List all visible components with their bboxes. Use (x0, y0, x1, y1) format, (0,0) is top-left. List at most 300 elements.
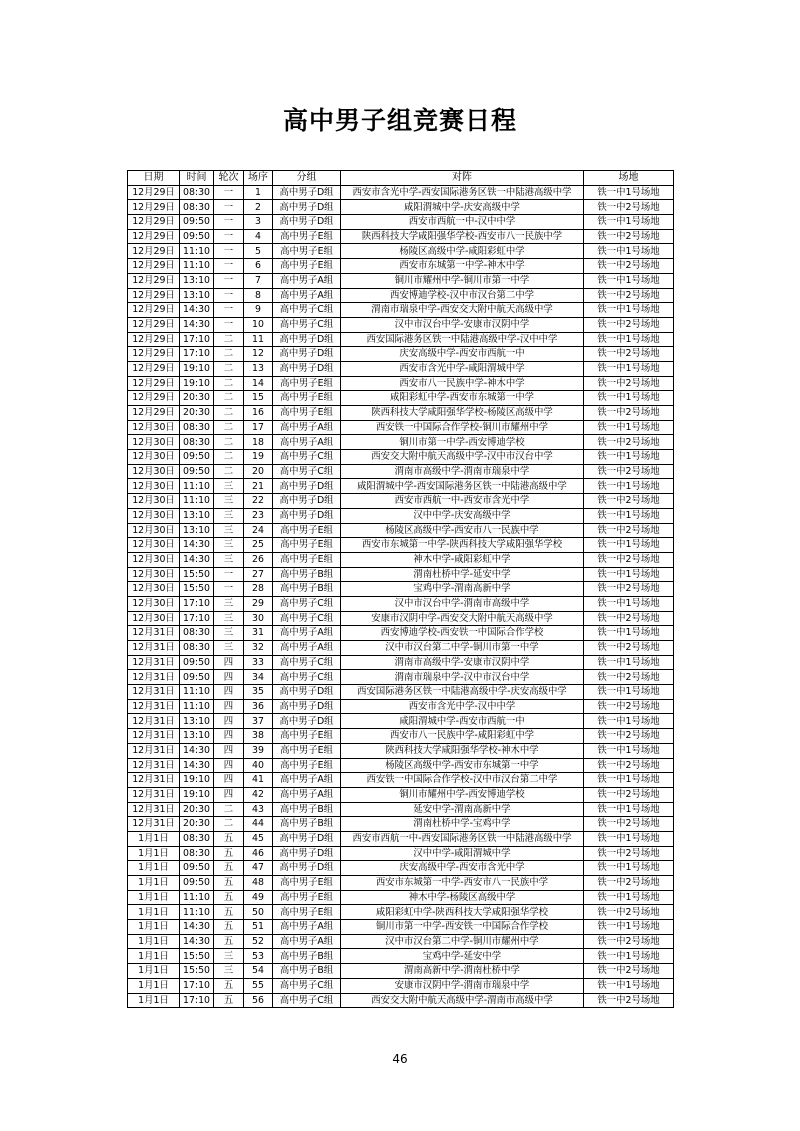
table-row (128, 332, 674, 347)
table-row (128, 538, 674, 553)
group-cell: 高中男子C组 (273, 611, 341, 626)
time-cell: 08:30 (180, 185, 214, 200)
round-cell: 三 (214, 523, 244, 538)
venue-cell: 铁一中2号场地 (584, 347, 674, 362)
matchup-cell: 汉中市汉台第二中学-铜川市第一中学 (341, 641, 584, 656)
match-number-cell: 44 (244, 817, 273, 832)
venue-cell: 铁一中2号场地 (584, 876, 674, 891)
match-number-cell: 52 (244, 934, 273, 949)
time-cell: 17:10 (180, 993, 214, 1008)
group-cell: 高中男子E组 (273, 890, 341, 905)
date-cell: 12月29日 (128, 317, 180, 332)
table-row (128, 479, 674, 494)
match-number-cell: 7 (244, 273, 273, 288)
round-cell: 二 (214, 406, 244, 421)
matchup-cell: 庆安高级中学-西安市含光中学 (341, 861, 584, 876)
column-header-match-number: 场序 (244, 171, 273, 186)
round-cell: 四 (214, 758, 244, 773)
schedule-table (127, 170, 674, 1008)
date-cell: 12月31日 (128, 655, 180, 670)
time-cell: 19:10 (180, 787, 214, 802)
group-cell: 高中男子E组 (273, 391, 341, 406)
date-cell: 12月29日 (128, 229, 180, 244)
venue-cell: 铁一中2号场地 (584, 523, 674, 538)
match-number-cell: 50 (244, 905, 273, 920)
matchup-cell: 咸阳渭城中学-庆安高级中学 (341, 200, 584, 215)
time-cell: 14:30 (180, 920, 214, 935)
round-cell: 五 (214, 978, 244, 993)
venue-cell: 铁一中1号场地 (584, 538, 674, 553)
time-cell: 15:50 (180, 567, 214, 582)
match-number-cell: 54 (244, 964, 273, 979)
group-cell: 高中男子E组 (273, 229, 341, 244)
group-cell: 高中男子C组 (273, 317, 341, 332)
date-cell: 12月29日 (128, 215, 180, 230)
matchup-cell: 西安市含光中学-汉中中学 (341, 699, 584, 714)
venue-cell: 铁一中1号场地 (584, 685, 674, 700)
date-cell: 12月31日 (128, 773, 180, 788)
group-cell: 高中男子E组 (273, 876, 341, 891)
table-row (128, 920, 674, 935)
date-cell: 12月30日 (128, 420, 180, 435)
round-cell: 四 (214, 773, 244, 788)
time-cell: 20:30 (180, 391, 214, 406)
time-cell: 14:30 (180, 538, 214, 553)
match-number-cell: 25 (244, 538, 273, 553)
date-cell: 12月30日 (128, 479, 180, 494)
matchup-cell: 西安铁一中国际合作学校-铜川市耀州中学 (341, 420, 584, 435)
matchup-cell: 西安市东城第一中学-陕西科技大学咸阳强华学校 (341, 538, 584, 553)
table-row (128, 773, 674, 788)
table-row (128, 817, 674, 832)
round-cell: 三 (214, 964, 244, 979)
match-number-cell: 47 (244, 861, 273, 876)
date-cell: 12月31日 (128, 670, 180, 685)
column-header-venue: 场地 (584, 171, 674, 186)
venue-cell: 铁一中2号场地 (584, 229, 674, 244)
venue-cell: 铁一中2号场地 (584, 670, 674, 685)
matchup-cell: 西安市东城第一中学-西安市八一民族中学 (341, 876, 584, 891)
column-header-date: 日期 (128, 171, 180, 186)
date-cell: 12月31日 (128, 685, 180, 700)
matchup-cell: 咸阳渭城中学-西安国际港务区铁一中陆港高级中学 (341, 479, 584, 494)
time-cell: 17:10 (180, 332, 214, 347)
matchup-cell: 西安市西航一中-汉中中学 (341, 215, 584, 230)
date-cell: 12月29日 (128, 200, 180, 215)
match-number-cell: 4 (244, 229, 273, 244)
match-number-cell: 9 (244, 303, 273, 318)
round-cell: 二 (214, 361, 244, 376)
round-cell: 一 (214, 288, 244, 303)
match-number-cell: 38 (244, 729, 273, 744)
table-row (128, 200, 674, 215)
round-cell: 五 (214, 905, 244, 920)
round-cell: 二 (214, 376, 244, 391)
round-cell: 一 (214, 215, 244, 230)
column-header-round: 轮次 (214, 171, 244, 186)
time-cell: 09:50 (180, 876, 214, 891)
round-cell: 一 (214, 259, 244, 274)
date-cell: 12月31日 (128, 787, 180, 802)
group-cell: 高中男子D组 (273, 831, 341, 846)
match-number-cell: 43 (244, 802, 273, 817)
matchup-cell: 渭南市高级中学-安康市汉阴中学 (341, 655, 584, 670)
time-cell: 11:10 (180, 244, 214, 259)
matchup-cell: 西安市西航一中-西安国际港务区铁一中陆港高级中学 (341, 831, 584, 846)
group-cell: 高中男子A组 (273, 435, 341, 450)
date-cell: 12月30日 (128, 494, 180, 509)
venue-cell: 铁一中2号场地 (584, 817, 674, 832)
venue-cell: 铁一中1号场地 (584, 273, 674, 288)
matchup-cell: 渭南市瑞泉中学-汉中市汉台中学 (341, 670, 584, 685)
group-cell: 高中男子C组 (273, 464, 341, 479)
matchup-cell: 庆安高级中学-西安市西航一中 (341, 347, 584, 362)
date-cell: 12月29日 (128, 259, 180, 274)
matchup-cell: 西安铁一中国际合作学校-汉中市汉台第二中学 (341, 773, 584, 788)
group-cell: 高中男子D组 (273, 215, 341, 230)
time-cell: 14:30 (180, 758, 214, 773)
date-cell: 12月31日 (128, 626, 180, 641)
table-row (128, 582, 674, 597)
round-cell: 四 (214, 655, 244, 670)
table-row (128, 641, 674, 656)
group-cell: 高中男子A组 (273, 273, 341, 288)
date-cell: 12月29日 (128, 361, 180, 376)
date-cell: 1月1日 (128, 876, 180, 891)
group-cell: 高中男子D组 (273, 494, 341, 509)
table-row (128, 626, 674, 641)
venue-cell: 铁一中1号场地 (584, 949, 674, 964)
matchup-cell: 杨陵区高级中学-西安市八一民族中学 (341, 523, 584, 538)
match-number-cell: 53 (244, 949, 273, 964)
matchup-cell: 汉中市汉台第二中学-铜川市耀州中学 (341, 934, 584, 949)
table-row (128, 347, 674, 362)
round-cell: 四 (214, 714, 244, 729)
group-cell: 高中男子E组 (273, 244, 341, 259)
venue-cell: 铁一中2号场地 (584, 699, 674, 714)
group-cell: 高中男子A组 (273, 626, 341, 641)
table-row (128, 993, 674, 1008)
match-number-cell: 1 (244, 185, 273, 200)
matchup-cell: 铜川市第一中学-西安铁一中国际合作学校 (341, 920, 584, 935)
venue-cell: 铁一中2号场地 (584, 288, 674, 303)
round-cell: 三 (214, 508, 244, 523)
round-cell: 三 (214, 641, 244, 656)
match-number-cell: 34 (244, 670, 273, 685)
round-cell: 五 (214, 831, 244, 846)
time-cell: 14:30 (180, 317, 214, 332)
match-number-cell: 35 (244, 685, 273, 700)
group-cell: 高中男子D组 (273, 846, 341, 861)
venue-cell: 铁一中1号场地 (584, 743, 674, 758)
time-cell: 20:30 (180, 817, 214, 832)
venue-cell: 铁一中1号场地 (584, 831, 674, 846)
venue-cell: 铁一中1号场地 (584, 479, 674, 494)
matchup-cell: 陕西科技大学咸阳强华学校-西安市八一民族中学 (341, 229, 584, 244)
venue-cell: 铁一中2号场地 (584, 729, 674, 744)
group-cell: 高中男子C组 (273, 596, 341, 611)
round-cell: 五 (214, 920, 244, 935)
match-number-cell: 21 (244, 479, 273, 494)
group-cell: 高中男子A组 (273, 934, 341, 949)
date-cell: 12月30日 (128, 450, 180, 465)
group-cell: 高中男子E组 (273, 538, 341, 553)
table-row (128, 464, 674, 479)
match-number-cell: 32 (244, 641, 273, 656)
table-row (128, 655, 674, 670)
round-cell: 三 (214, 611, 244, 626)
round-cell: 五 (214, 993, 244, 1008)
table-row (128, 508, 674, 523)
match-number-cell: 55 (244, 978, 273, 993)
match-number-cell: 45 (244, 831, 273, 846)
venue-cell: 铁一中1号场地 (584, 391, 674, 406)
date-cell: 12月29日 (128, 273, 180, 288)
match-number-cell: 31 (244, 626, 273, 641)
group-cell: 高中男子B组 (273, 802, 341, 817)
round-cell: 一 (214, 273, 244, 288)
matchup-cell: 西安国际港务区铁一中陆港高级中学-汉中中学 (341, 332, 584, 347)
matchup-cell: 西安市含光中学-西安国际港务区铁一中陆港高级中学 (341, 185, 584, 200)
group-cell: 高中男子A组 (273, 288, 341, 303)
time-cell: 11:10 (180, 494, 214, 509)
matchup-cell: 西安交大附中航天高级中学-汉中市汉台中学 (341, 450, 584, 465)
table-row (128, 376, 674, 391)
time-cell: 11:10 (180, 905, 214, 920)
venue-cell: 铁一中1号场地 (584, 714, 674, 729)
round-cell: 一 (214, 185, 244, 200)
table-row (128, 978, 674, 993)
group-cell: 高中男子C组 (273, 993, 341, 1008)
date-cell: 12月30日 (128, 596, 180, 611)
match-number-cell: 51 (244, 920, 273, 935)
group-cell: 高中男子D组 (273, 361, 341, 376)
time-cell: 20:30 (180, 802, 214, 817)
venue-cell: 铁一中2号场地 (584, 641, 674, 656)
date-cell: 12月29日 (128, 244, 180, 259)
table-row (128, 567, 674, 582)
group-cell: 高中男子A组 (273, 787, 341, 802)
time-cell: 13:10 (180, 508, 214, 523)
round-cell: 二 (214, 802, 244, 817)
match-number-cell: 6 (244, 259, 273, 274)
date-cell: 12月29日 (128, 185, 180, 200)
match-number-cell: 13 (244, 361, 273, 376)
matchup-cell: 西安市八一民族中学-神木中学 (341, 376, 584, 391)
time-cell: 19:10 (180, 361, 214, 376)
column-header-matchup: 对阵 (341, 171, 584, 186)
matchup-cell: 陕西科技大学咸阳强华学校-杨陵区高级中学 (341, 406, 584, 421)
match-number-cell: 10 (244, 317, 273, 332)
group-cell: 高中男子C组 (273, 303, 341, 318)
table-row (128, 244, 674, 259)
column-header-time: 时间 (180, 171, 214, 186)
venue-cell: 铁一中1号场地 (584, 861, 674, 876)
group-cell: 高中男子D组 (273, 508, 341, 523)
venue-cell: 铁一中1号场地 (584, 920, 674, 935)
date-cell: 1月1日 (128, 964, 180, 979)
column-header-group: 分组 (273, 171, 341, 186)
matchup-cell: 汉中市汉台中学-安康市汉阴中学 (341, 317, 584, 332)
venue-cell: 铁一中2号场地 (584, 552, 674, 567)
page-number: 46 (392, 1052, 408, 1066)
round-cell: 五 (214, 846, 244, 861)
date-cell: 12月29日 (128, 332, 180, 347)
venue-cell: 铁一中1号场地 (584, 361, 674, 376)
group-cell: 高中男子E组 (273, 758, 341, 773)
match-number-cell: 3 (244, 215, 273, 230)
time-cell: 13:10 (180, 288, 214, 303)
date-cell: 12月31日 (128, 817, 180, 832)
venue-cell: 铁一中2号场地 (584, 964, 674, 979)
date-cell: 12月30日 (128, 552, 180, 567)
time-cell: 09:50 (180, 861, 214, 876)
time-cell: 19:10 (180, 773, 214, 788)
group-cell: 高中男子C组 (273, 450, 341, 465)
date-cell: 1月1日 (128, 861, 180, 876)
match-number-cell: 23 (244, 508, 273, 523)
time-cell: 17:10 (180, 347, 214, 362)
table-row (128, 758, 674, 773)
table-row (128, 215, 674, 230)
time-cell: 14:30 (180, 552, 214, 567)
table-row (128, 861, 674, 876)
time-cell: 14:30 (180, 743, 214, 758)
table-row (128, 259, 674, 274)
date-cell: 12月30日 (128, 435, 180, 450)
date-cell: 12月30日 (128, 582, 180, 597)
venue-cell: 铁一中1号场地 (584, 567, 674, 582)
round-cell: 四 (214, 699, 244, 714)
venue-cell: 铁一中1号场地 (584, 890, 674, 905)
time-cell: 09:50 (180, 215, 214, 230)
group-cell: 高中男子B组 (273, 964, 341, 979)
venue-cell: 铁一中2号场地 (584, 464, 674, 479)
venue-cell: 铁一中1号场地 (584, 978, 674, 993)
matchup-cell: 西安国际港务区铁一中陆港高级中学-庆安高级中学 (341, 685, 584, 700)
matchup-cell: 西安博迪学校-汉中市汉台第二中学 (341, 288, 584, 303)
match-number-cell: 39 (244, 743, 273, 758)
venue-cell: 铁一中1号场地 (584, 773, 674, 788)
match-number-cell: 42 (244, 787, 273, 802)
match-number-cell: 5 (244, 244, 273, 259)
date-cell: 12月30日 (128, 538, 180, 553)
table-row (128, 317, 674, 332)
matchup-cell: 延安中学-渭南高新中学 (341, 802, 584, 817)
time-cell: 08:30 (180, 626, 214, 641)
time-cell: 19:10 (180, 376, 214, 391)
round-cell: 三 (214, 949, 244, 964)
matchup-cell: 神木中学-杨陵区高级中学 (341, 890, 584, 905)
venue-cell: 铁一中1号场地 (584, 626, 674, 641)
round-cell: 二 (214, 464, 244, 479)
venue-cell: 铁一中2号场地 (584, 494, 674, 509)
time-cell: 09:50 (180, 229, 214, 244)
venue-cell: 铁一中2号场地 (584, 846, 674, 861)
venue-cell: 铁一中2号场地 (584, 582, 674, 597)
match-number-cell: 29 (244, 596, 273, 611)
matchup-cell: 西安交大附中航天高级中学-渭南市高级中学 (341, 993, 584, 1008)
venue-cell: 铁一中2号场地 (584, 611, 674, 626)
table-row (128, 699, 674, 714)
table-row (128, 905, 674, 920)
time-cell: 09:50 (180, 450, 214, 465)
venue-cell: 铁一中2号场地 (584, 406, 674, 421)
group-cell: 高中男子D组 (273, 479, 341, 494)
date-cell: 12月29日 (128, 376, 180, 391)
time-cell: 11:10 (180, 699, 214, 714)
venue-cell: 铁一中2号场地 (584, 435, 674, 450)
time-cell: 13:10 (180, 523, 214, 538)
round-cell: 一 (214, 229, 244, 244)
round-cell: 四 (214, 729, 244, 744)
group-cell: 高中男子D组 (273, 347, 341, 362)
time-cell: 15:50 (180, 949, 214, 964)
date-cell: 12月30日 (128, 523, 180, 538)
matchup-cell: 渭南高新中学-渭南杜桥中学 (341, 964, 584, 979)
group-cell: 高中男子E组 (273, 406, 341, 421)
date-cell: 12月31日 (128, 802, 180, 817)
group-cell: 高中男子A组 (273, 420, 341, 435)
time-cell: 17:10 (180, 978, 214, 993)
match-number-cell: 8 (244, 288, 273, 303)
table-row (128, 596, 674, 611)
round-cell: 二 (214, 391, 244, 406)
table-row (128, 729, 674, 744)
match-number-cell: 15 (244, 391, 273, 406)
match-number-cell: 24 (244, 523, 273, 538)
matchup-cell: 宝鸡中学-延安中学 (341, 949, 584, 964)
date-cell: 12月31日 (128, 729, 180, 744)
time-cell: 17:10 (180, 611, 214, 626)
match-number-cell: 41 (244, 773, 273, 788)
venue-cell: 铁一中1号场地 (584, 802, 674, 817)
date-cell: 1月1日 (128, 920, 180, 935)
round-cell: 四 (214, 787, 244, 802)
match-number-cell: 14 (244, 376, 273, 391)
matchup-cell: 杨陵区高级中学-咸阳彩虹中学 (341, 244, 584, 259)
venue-cell: 铁一中2号场地 (584, 259, 674, 274)
round-cell: 二 (214, 332, 244, 347)
round-cell: 三 (214, 479, 244, 494)
venue-cell: 铁一中1号场地 (584, 450, 674, 465)
table-row (128, 288, 674, 303)
group-cell: 高中男子A组 (273, 773, 341, 788)
group-cell: 高中男子D组 (273, 714, 341, 729)
match-number-cell: 36 (244, 699, 273, 714)
group-cell: 高中男子C组 (273, 655, 341, 670)
group-cell: 高中男子A组 (273, 920, 341, 935)
time-cell: 13:10 (180, 714, 214, 729)
date-cell: 12月31日 (128, 699, 180, 714)
time-cell: 13:10 (180, 273, 214, 288)
date-cell: 12月30日 (128, 508, 180, 523)
table-row (128, 494, 674, 509)
time-cell: 09:50 (180, 670, 214, 685)
venue-cell: 铁一中2号场地 (584, 993, 674, 1008)
venue-cell: 铁一中2号场地 (584, 317, 674, 332)
matchup-cell: 西安市西航一中-西安市含光中学 (341, 494, 584, 509)
date-cell: 1月1日 (128, 978, 180, 993)
group-cell: 高中男子E组 (273, 729, 341, 744)
date-cell: 12月30日 (128, 464, 180, 479)
match-number-cell: 16 (244, 406, 273, 421)
table-row (128, 876, 674, 891)
time-cell: 09:50 (180, 464, 214, 479)
time-cell: 08:30 (180, 435, 214, 450)
venue-cell: 铁一中1号场地 (584, 508, 674, 523)
round-cell: 一 (214, 317, 244, 332)
